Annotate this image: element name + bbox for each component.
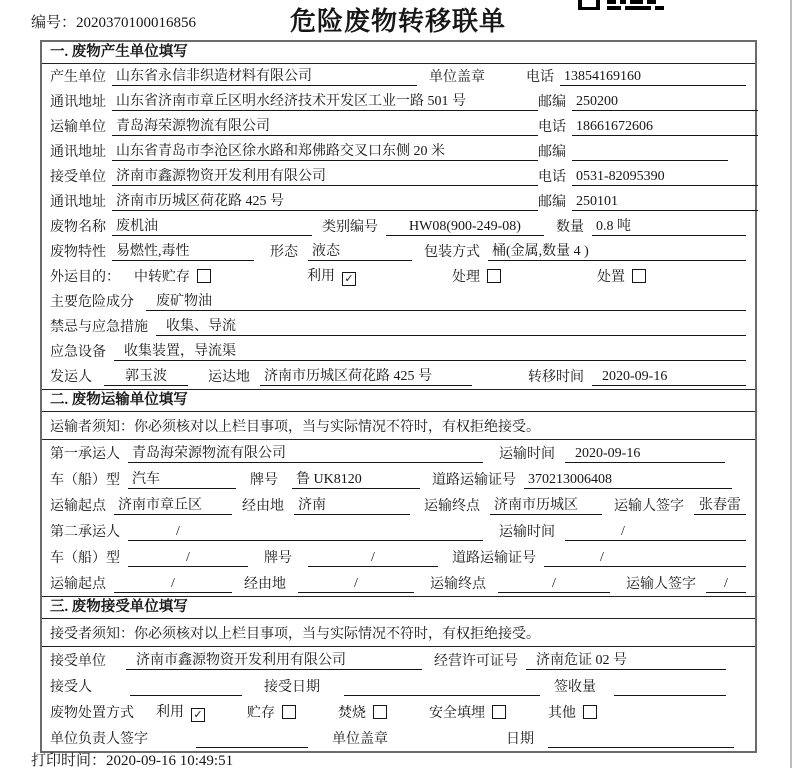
transporter-notice: 运输者须知：你必须核对以上栏目事项，当与实际情况不符时，有权拒绝接受。 (42, 412, 755, 440)
carrier1-origin-value: 济南市章丘区 (114, 497, 232, 515)
unit-seal-label: 单位盖章 (332, 732, 388, 747)
checkbox-icon (487, 269, 501, 283)
option-label: 利用 (307, 269, 335, 284)
section1-title: 一. 废物产生单位填写 (42, 42, 755, 64)
form-number-value: 2020370100016856 (76, 15, 197, 31)
carrier2-via-value: / (298, 575, 414, 593)
option-label: 利用 (156, 705, 184, 720)
section3-title: 三. 废物接受单位填写 (42, 596, 755, 619)
option-label: 中转贮存 (134, 270, 190, 285)
carrier2-end-value: / (498, 575, 610, 593)
shipper-value: 郭玉波 (104, 368, 188, 386)
checkbox-icon (282, 705, 296, 719)
checkbox-icon (197, 269, 211, 283)
accept-date-value (344, 695, 540, 696)
purpose-option-dispose (597, 269, 646, 286)
zip-label: 邮编 (538, 195, 566, 210)
receiver-address-row (42, 189, 755, 214)
head-sign-label: 单位负责人签字 (50, 732, 148, 747)
purpose-option-use (307, 268, 356, 286)
transfer-time-label: 转移时间 (528, 370, 584, 385)
option-label: 处理 (452, 270, 480, 285)
option-label: 焚烧 (338, 706, 366, 721)
transfer-form-table (40, 40, 757, 753)
form-number-label: 编号： (31, 15, 77, 31)
option-label: 贮存 (247, 706, 275, 721)
transporter-label: 运输单位 (50, 120, 106, 135)
carrier1-permit-value: 370213006408 (524, 471, 732, 489)
carrier1-route-row (42, 492, 755, 518)
checkbox-icon (583, 705, 597, 719)
checkbox-checked-icon: ✓ (342, 272, 356, 286)
carrier2-permit-value: / (544, 549, 746, 567)
waste-character-row (42, 239, 755, 264)
transport-time-label: 运输时间 (499, 525, 555, 540)
carrier1-time-value: 2020-09-16 (565, 445, 725, 463)
phone-label: 电话 (538, 170, 566, 185)
zip-label: 邮编 (538, 95, 566, 110)
carrier1-row (42, 440, 755, 466)
quantity-value: 0.8 吨 (592, 218, 746, 236)
qr-code-fragment-icon (578, 0, 664, 16)
road-permit-label: 道路运输证号 (432, 473, 516, 488)
carrier2-label: 第二承运人 (50, 525, 120, 540)
producer-row (42, 64, 755, 89)
license-value: 济南危证 02 号 (526, 652, 726, 670)
carrier2-value: / (128, 523, 483, 541)
producer-phone-value: 13854169160 (560, 68, 746, 86)
road-permit-label: 道路运输证号 (452, 551, 536, 566)
transporter-value: 青岛海荣源物流有限公司 (112, 118, 538, 136)
vehicle-type-label: 车（船）型 (50, 551, 120, 566)
disposal-option-landfill (429, 705, 506, 722)
checkbox-icon (373, 705, 387, 719)
plate-label: 牌号 (250, 473, 278, 488)
acceptor-value (130, 695, 242, 696)
transporter-address-value: 山东省青岛市李沧区徐水路和郑佛路交叉口东侧 20 米 (112, 143, 538, 161)
print-time: 打印时间：2020-09-16 10:49:51 (31, 753, 234, 769)
waste-character-value: 易燃性,毒性 (112, 243, 254, 261)
accept-date-label: 接受日期 (264, 680, 320, 695)
page-edge-line (790, 0, 792, 768)
disposal-option-store (247, 705, 296, 722)
date-value (548, 747, 734, 748)
waste-character-label: 废物特性 (50, 245, 106, 260)
option-label: 处置 (597, 270, 625, 285)
equipment-value: 收集装置，导流渠 (114, 343, 746, 361)
page-title: 危险废物转移联单 (289, 7, 506, 36)
receiver-notice: 接受者须知：你必须核对以上栏目事项，当与实际情况不符时，有权拒绝接受。 (42, 619, 755, 647)
accept-qty-value (614, 695, 726, 696)
accept-unit-row (42, 647, 755, 673)
zip-label: 邮编 (538, 145, 566, 160)
quantity-label: 数量 (556, 220, 584, 235)
transporter-row (42, 114, 755, 139)
waste-name-label: 废物名称 (50, 220, 106, 235)
carrier2-time-value: / (565, 523, 746, 541)
date-label: 日期 (506, 732, 534, 747)
disposal-option-other (548, 705, 597, 722)
carrier1-plate-value: 鲁 UK8120 (292, 471, 420, 489)
end-label: 运输终点 (424, 499, 480, 514)
carrier2-sign-value: / (706, 575, 746, 593)
via-label: 经由地 (244, 577, 286, 592)
seal-label: 单位盖章 (429, 70, 485, 85)
origin-label: 运输起点 (50, 499, 106, 514)
end-label: 运输终点 (430, 577, 486, 592)
form-header (0, 0, 796, 40)
destination-value: 济南市历城区荷花路 425 号 (260, 368, 472, 386)
transfer-time-value: 2020-09-16 (592, 368, 746, 386)
purpose-option-treat (452, 269, 501, 286)
checkbox-icon (632, 269, 646, 283)
option-label: 其他 (548, 706, 576, 721)
carrier2-route-row (42, 570, 755, 596)
carrier1-vehicle-value: 汽车 (128, 471, 236, 489)
receiver-address-value: 济南市历城区荷花路 425 号 (112, 193, 538, 211)
origin-label: 运输起点 (50, 577, 106, 592)
transport-time-label: 运输时间 (499, 447, 555, 462)
form-state-value: 液态 (308, 243, 412, 261)
producer-value: 山东省永信非织造材料有限公司 (112, 68, 417, 86)
producer-address-row (42, 89, 755, 114)
carrier2-origin-value: / (114, 575, 232, 593)
packing-value: 桶(金属,数量 4 ) (488, 243, 746, 261)
carrier1-via-value: 济南 (294, 497, 410, 515)
phone-label: 电话 (526, 70, 554, 85)
taboo-row (42, 314, 755, 339)
plate-label: 牌号 (264, 551, 292, 566)
checkbox-checked-icon: ✓ (191, 708, 205, 722)
hazard-row (42, 289, 755, 314)
category-label: 类别编号 (322, 220, 378, 235)
acceptor-label: 接受人 (50, 680, 92, 695)
purpose-label: 外运目的： (50, 270, 120, 285)
hazard-value: 废矿物油 (146, 293, 746, 311)
receiver-row (42, 164, 755, 189)
destination-label: 运达地 (208, 370, 250, 385)
vehicle-type-label: 车（船）型 (50, 473, 120, 488)
carrier-sign-label: 运输人签字 (626, 577, 696, 592)
carrier-sign-label: 运输人签字 (614, 499, 684, 514)
address-label: 通讯地址 (50, 95, 106, 110)
accept-unit-value: 济南市鑫源物资开发利用有限公司 (126, 652, 422, 670)
head-sign-value (196, 747, 308, 748)
shipper-row (42, 364, 755, 389)
receiver-value: 济南市鑫源物资开发利用有限公司 (112, 168, 538, 186)
equipment-label: 应急设备 (50, 345, 106, 360)
phone-label: 电话 (538, 120, 566, 135)
category-value: HW08(900-249-08) (386, 218, 544, 236)
equipment-row (42, 339, 755, 364)
section2-title: 二. 废物运输单位填写 (42, 389, 755, 412)
checkbox-icon (492, 705, 506, 719)
purpose-row (42, 264, 755, 289)
carrier1-end-value: 济南市历城区 (490, 497, 602, 515)
accept-qty-label: 签收量 (554, 680, 596, 695)
disposal-option-burn (338, 705, 387, 722)
producer-address-value: 山东省济南市章丘区明水经济技术开发区工业一路 501 号 (112, 93, 538, 111)
head-sign-row (42, 725, 755, 751)
carrier1-sign-value: 张春雷 (694, 497, 746, 515)
address-label: 通讯地址 (50, 145, 106, 160)
address-label: 通讯地址 (50, 195, 106, 210)
form-state-label: 形态 (270, 245, 298, 260)
taboo-value: 收集、导流 (156, 318, 746, 336)
waste-name-row (42, 214, 755, 239)
producer-zip-value: 250200 (572, 93, 758, 111)
purpose-option-transfer (134, 269, 211, 286)
via-label: 经由地 (242, 499, 284, 514)
carrier2-vehicle-value: / (128, 549, 248, 567)
carrier1-label: 第一承运人 (50, 447, 120, 462)
receiver-label: 接受单位 (50, 170, 106, 185)
packing-label: 包装方式 (424, 245, 480, 260)
transporter-phone-value: 18661672606 (572, 118, 758, 136)
shipper-label: 发运人 (50, 370, 92, 385)
transporter-zip-value (572, 160, 728, 161)
acceptor-row (42, 673, 755, 699)
disposal-label: 废物处置方式 (50, 706, 134, 721)
waste-name-value: 废机油 (112, 218, 312, 236)
hazard-label: 主要危险成分 (50, 295, 134, 310)
license-label: 经营许可证号 (434, 654, 518, 669)
receiver-zip-value: 250101 (572, 193, 758, 211)
carrier2-vehicle-row (42, 544, 755, 570)
carrier2-plate-value: / (308, 549, 438, 567)
option-label: 安全填埋 (429, 706, 485, 721)
producer-label: 产生单位 (50, 70, 106, 85)
transporter-address-row (42, 139, 755, 164)
disposal-row (42, 699, 755, 725)
accept-unit-label: 接受单位 (50, 654, 106, 669)
carrier1-vehicle-row (42, 466, 755, 492)
carrier1-value: 青岛海荣源物流有限公司 (128, 445, 483, 463)
disposal-option-use (156, 704, 205, 722)
receiver-phone-value: 0531-82095390 (572, 168, 758, 186)
taboo-label: 禁忌与应急措施 (50, 320, 148, 335)
carrier2-row (42, 518, 755, 544)
